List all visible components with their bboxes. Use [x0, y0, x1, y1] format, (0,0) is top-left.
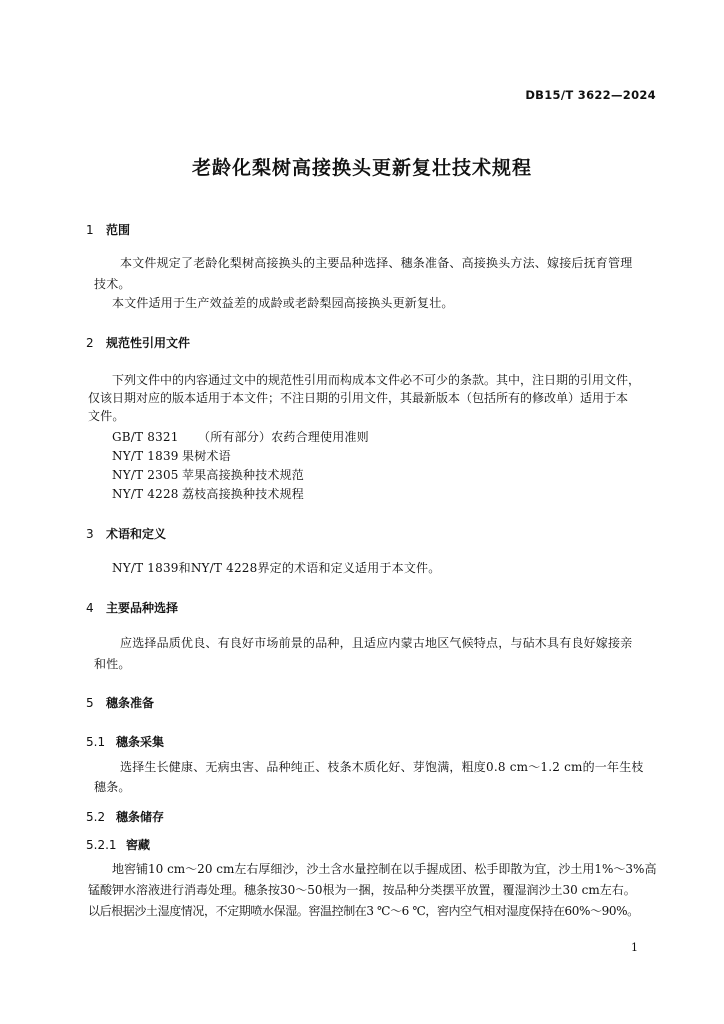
subsection-5-2-heading [86, 808, 164, 825]
section-number: 5.1 [86, 735, 106, 749]
section-title: 穗条储存 [116, 810, 165, 824]
paragraph-line: 和性。 [94, 657, 131, 671]
reference-name: 荔枝高接换种技术规程 [182, 487, 305, 501]
paragraph-line: 应选择品质优良、有良好市场前景的品种，且适应内蒙古地区气候特点，与砧木具有良好嫁接亲 [120, 636, 633, 650]
subsection-5-1-heading [86, 733, 164, 750]
reference-code: GB/T 8321 [112, 430, 179, 444]
paragraph-line: 地窖铺10 cm～20 cm左右厚细沙，沙土含水量控制在以手握成团、松手即散为宜，沙土用1%～3%高 [112, 862, 657, 876]
paragraph-line: 本文件规定了老龄化梨树高接换头的主要品种选择、穗条准备、高接换头方法、嫁接后抚育管理 [120, 256, 633, 270]
paragraph-line: 穗条。 [94, 780, 131, 794]
section-number: 1 [86, 223, 94, 237]
reference-name: 苹果高接换种技术规范 [182, 468, 305, 482]
document-title: 老龄化梨树高接换头更新复壮技术规程 [191, 157, 532, 179]
section-title: 规范性引用文件 [106, 336, 191, 350]
section-number: 5 [86, 696, 94, 710]
reference-item [112, 484, 304, 505]
subsection-5-2-1-heading [86, 836, 150, 853]
paragraph-line: 以后根据沙土湿度情况，不定期喷水保湿。窖温控制在3 ℃～6 ℃，窖内空气相对湿度保持在60%～90%。 [88, 904, 639, 918]
section-title: 穗条准备 [106, 696, 155, 710]
paragraph-line: 仅该日期对应的版本适用于本文件；不注日期的引用文件，其最新版本（包括所有的修改单）适用于本 [88, 391, 629, 405]
reference-code: NY/T 1839 [112, 449, 179, 463]
paragraph-line: 锰酸钾水溶液进行消毒处理。穗条按30～50根为一捆，按品种分类摆平放置，覆湿润沙土30 cm左右。 [88, 883, 636, 897]
paragraph-line: 下列文件中的内容通过文中的规范性引用而构成本文件必不可少的条款。其中，注日期的引用文件， [112, 373, 641, 387]
document-code: DB15/T 3622—2024 [525, 88, 656, 102]
section-title: 穗条采集 [116, 735, 165, 749]
reference-name: 果树术语 [182, 449, 231, 463]
section-title: 窖藏 [126, 838, 151, 852]
section-4-heading [86, 599, 178, 616]
section-number: 4 [86, 601, 94, 615]
section-number: 5.2 [86, 810, 106, 824]
reference-item [112, 427, 369, 448]
section-title: 术语和定义 [106, 527, 167, 541]
reference-item [112, 465, 304, 486]
reference-code: NY/T 2305 [112, 468, 179, 482]
section-title: 主要品种选择 [106, 601, 179, 615]
page-number: 1 [631, 941, 638, 954]
section-number: 3 [86, 527, 94, 541]
section-number: 5.2.1 [86, 838, 117, 852]
reference-item [112, 446, 231, 467]
paragraph-line: 选择生长健康、无病虫害、品种纯正、枝条木质化好、芽饱满，粗度0.8 cm～1.2 cm的一年生枝 [120, 760, 644, 774]
section-2-heading [86, 334, 190, 351]
reference-code: NY/T 4228 [112, 487, 179, 501]
reference-name: （所有部分）农药合理使用准则 [198, 430, 369, 444]
paragraph-line: 文件。 [88, 409, 125, 423]
paragraph-line: NY/T 1839和NY/T 4228界定的术语和定义适用于本文件。 [112, 561, 441, 575]
section-number: 2 [86, 336, 94, 350]
section-title: 范围 [106, 223, 131, 237]
paragraph-line: 本文件适用于生产效益差的成龄或老龄梨园高接换头更新复壮。 [112, 296, 454, 310]
section-3-heading [86, 525, 166, 542]
section-5-heading [86, 694, 154, 711]
paragraph-line: 技术。 [94, 277, 131, 291]
section-1-heading [86, 221, 130, 238]
